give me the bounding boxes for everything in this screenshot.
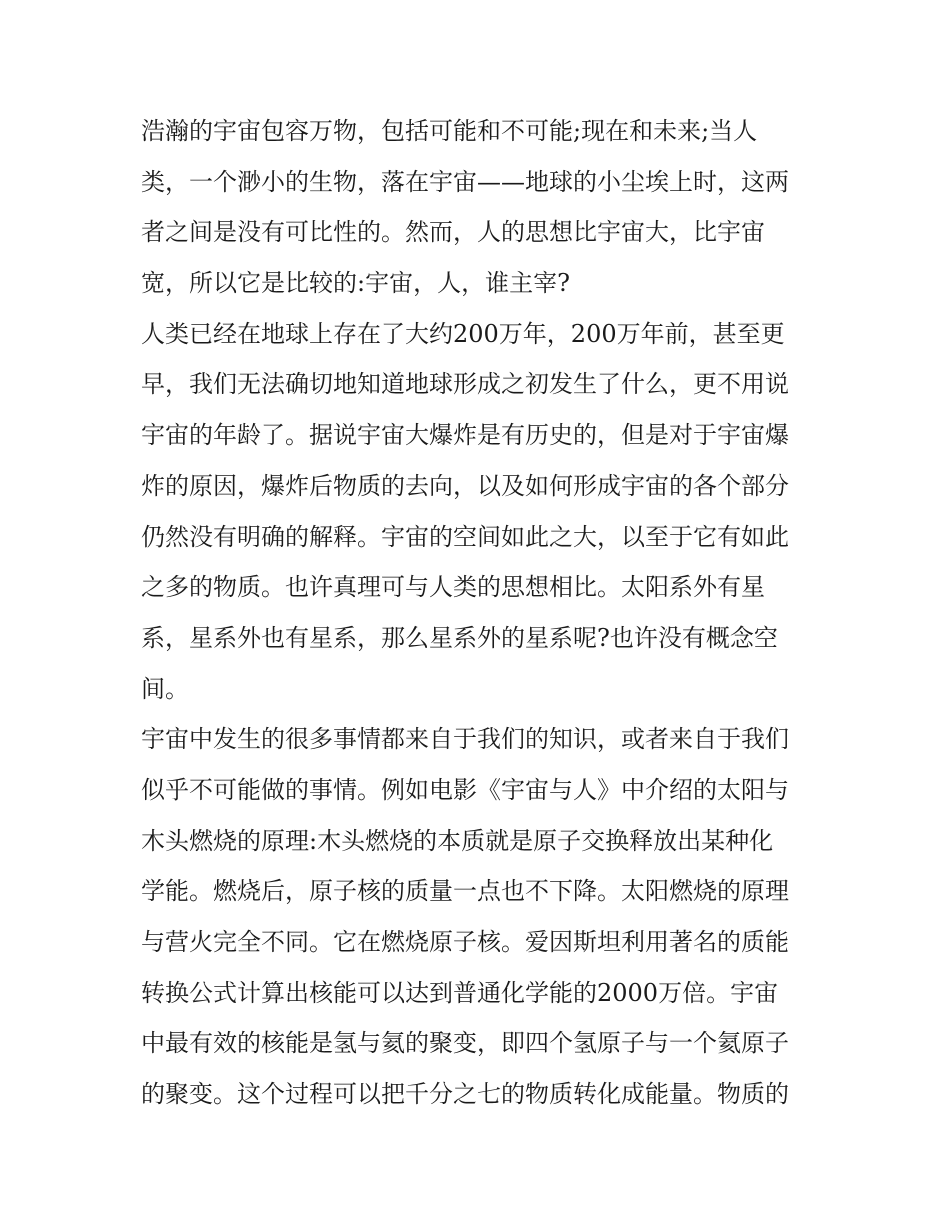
text-line: 似乎不可能做的事情。例如电影《宇宙与人》中介绍的太阳与 [141, 775, 789, 804]
paragraph-3 [141, 714, 813, 1120]
text-line: 学能。燃烧后，原子核的质量一点也不下降。太阳燃烧的原理 [141, 877, 789, 906]
text-line: 与营火完全不同。它在燃烧原子核。爱因斯坦利用著名的质能 [141, 928, 789, 956]
text-line: 之多的物质。也许真理可与人类的思想相比。太阳系外有星 [141, 573, 765, 602]
text-line: 的聚变。这个过程可以把千分之七的物质转化成能量。物质的 [141, 1080, 789, 1109]
paragraph-2 [141, 309, 813, 715]
paragraph-1 [141, 106, 813, 309]
text-line: 转换公式计算出核能可以达到普通化学能的2000万倍。宇宙 [141, 978, 779, 1007]
text-line: 系，星系外也有星系，那么星系外的星系呢?也许没有概念空 [141, 623, 778, 652]
text-line: 者之间是没有可比性的。然而，人的思想比宇宙大，比宇宙 [141, 218, 765, 247]
text-line: 宇宙中发生的很多事情都来自于我们的知识，或者来自于我们 [141, 725, 789, 754]
text-line: 仍然没有明确的解释。宇宙的空间如此之大，以至于它有如此 [141, 522, 789, 551]
text-line: 木头燃烧的原理:木头燃烧的本质就是原子交换释放出某种化 [141, 826, 774, 855]
text-line: 早，我们无法确切地知道地球形成之初发生了什么，更不用说 [141, 370, 789, 399]
text-line: 间。 [141, 674, 189, 703]
text-line: 炸的原因，爆炸后物质的去向，以及如何形成宇宙的各个部分 [141, 471, 789, 500]
document-body [141, 106, 813, 1120]
text-line: 宇宙的年龄了。据说宇宙大爆炸是有历史的，但是对于宇宙爆 [141, 421, 789, 450]
text-line: 中最有效的核能是氢与氦的聚变，即四个氢原子与一个氦原子 [141, 1029, 789, 1058]
text-line: 类，一个渺小的生物，落在宇宙——地球的小尘埃上时，这两 [141, 167, 789, 196]
text-line: 宽，所以它是比较的:宇宙，人，谁主宰? [141, 269, 570, 298]
text-line: 浩瀚的宇宙包容万物，包括可能和不可能;现在和未来;当人 [141, 117, 758, 145]
text-line: 人类已经在地球上存在了大约200万年，200万年前，甚至更 [141, 319, 785, 348]
